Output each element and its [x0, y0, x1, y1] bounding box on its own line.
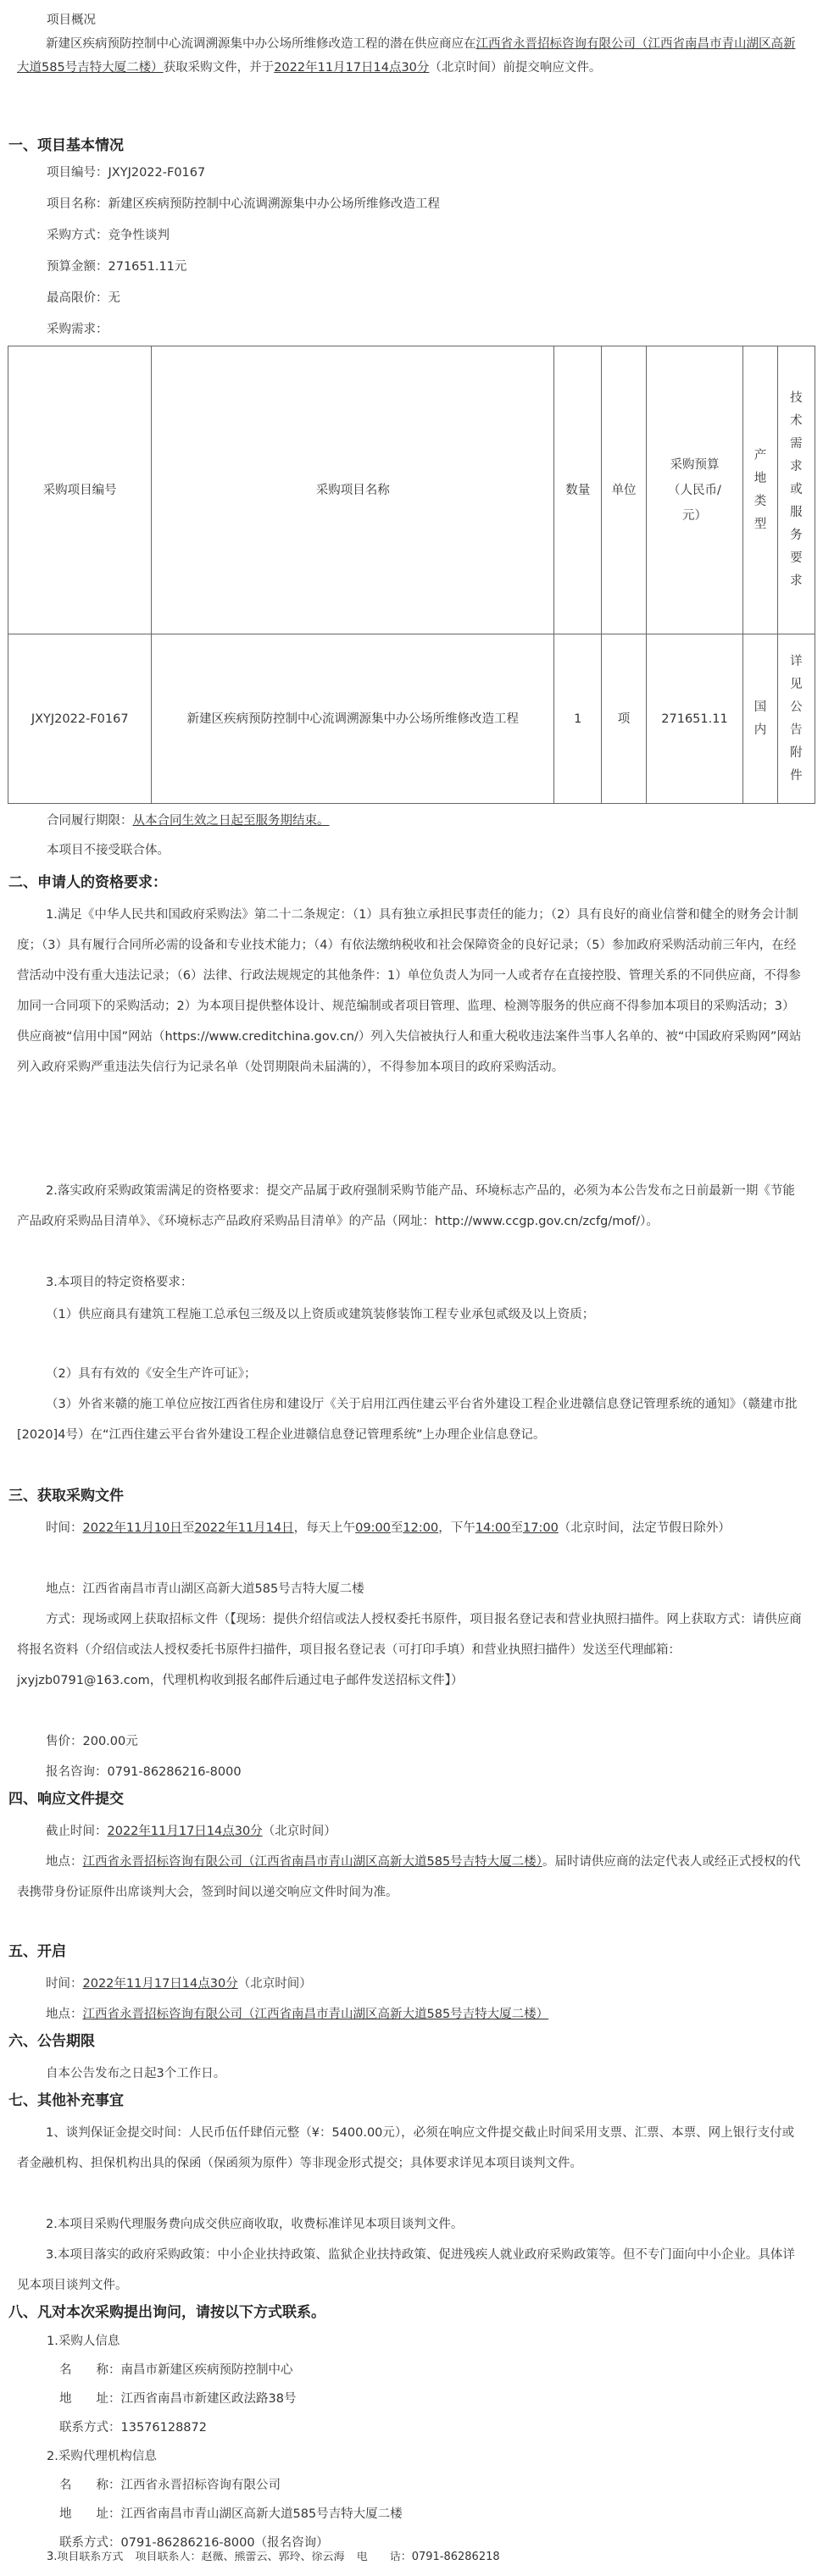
acquire-method: 方式：现场或网上获取招标文件（【现场：提供介绍信或法人授权委托书原件，项目报名登记表和营业执照扫描件。网上获取方式：请供应商将报名资料（介绍信或法人授权委托书原件扫描件，项目报名登记表（可打印手填）和营业执照扫描件）发送至代理邮箱：jxyjzb0791@163.com，代理机构收到报名邮件后通过电子邮件发送招标文件】）: [17, 1613, 802, 1687]
intro-supplier-location: 江西省永晋招标咨询有限公司（江西省南昌市青山湖区高新大道585号吉特大厦二楼）: [17, 37, 796, 75]
opening-place: 地点：江西省永晋招标咨询有限公司（江西省南昌市青山湖区高新大道585号吉特大厦二楼）: [46, 2008, 549, 2021]
table-header-row: [8, 346, 815, 634]
procurement-method: 采购方式：竞争性谈判: [47, 229, 170, 242]
registration-consult: 报名咨询：0791-86286216-8000: [46, 1765, 242, 1779]
agency-info-title: 2.采购代理机构信息: [47, 2450, 157, 2463]
table-row: [8, 634, 815, 804]
cell-project-number: JXYJ2022-F0167: [8, 634, 152, 804]
policy-info: 3.本项目落实的政府采购政策：中小企业扶持政策、监狱企业扶持政策、促进残疾人就业政府采购政策等。但不专门面向中小企业。具体详见本项目谈判文件。: [17, 2248, 795, 2292]
cell-origin-type: 国内: [743, 634, 778, 804]
qualification-general: 1.满足《中华人民共和国政府采购法》第二十二条规定：（1）具有独立承担民事责任的能力；（2）具有良好的商业信誉和健全的财务会计制度；（3）具有履行合同所必需的设备和专业技术能力；（4）有依法缴纳税收和社会保障资金的良好记录；（5）参加政府采购活动前三年内，在经营活动中没有重大违法记录；（6）法律、行政法规规定的其他条件：1）单位负责人为同一人或者存在直接控股、管理关系的不同供应商，不得参加同一合同项下的采购活动；2）为本项目提供整体设计、规范编制或者项目管理、监理、检测等服务的供应商不得参加本项目的采购活动；3）供应商被“信用中国”网站（https://www.creditchina.gov.cn/）列入失信被执行人和重大税收违法案件当事人名单的、被“中国政府采购网”网站列入政府采购严重违法失信行为记录名单（处罚期限尚未届满的），不得参加本项目的政府采购活动。: [17, 908, 802, 1074]
agency-address: 地 址：江西省南昌市青山湖区高新大道585号吉特大厦二楼: [59, 2507, 403, 2521]
qualification-specific-3: （3）外省来赣的施工单位应按江西省住房和建设厅《关于启用江西住建云平台省外建设工程企业进赣信息登记管理系统的通知》（赣建市批[2020]4号）在“江西住建云平台省外建设工程企业进赣信息登记管理系统”上办理企业信息登记。: [17, 1398, 798, 1442]
purchaser-name: 名 称：南昌市新建区疾病预防控制中心: [59, 2363, 293, 2377]
contract-period: 合同履行期限：从本合同生效之日起至服务期结束。: [47, 814, 330, 828]
requirements-table: [8, 346, 815, 804]
purchaser-info-title: 1.采购人信息: [47, 2335, 120, 2348]
opening-time: 时间：2022年11月17日14点30分（北京时间）: [46, 1977, 312, 1991]
agency-name: 名 称：江西省永晋招标咨询有限公司: [59, 2479, 281, 2492]
header-technical-requirements: 技术需求或服务要求: [777, 346, 815, 634]
deposit-info: 1、谈判保证金提交时间：人民币伍仟肆佰元整（¥：5400.00元），必须在响应文件提交截止时间采用支票、汇票、本票、网上银行支付或者金融机构、担保机构出具的保函（保函须为原件）等非现金形式提交；具体要求详见本项目谈判文件。: [17, 2126, 795, 2170]
header-project-name: 采购项目名称: [152, 346, 554, 634]
intro-deadline: 2022年11月17日14点30分: [274, 61, 430, 75]
header-quantity: 数量: [554, 346, 602, 634]
procurement-demand-label: 采购需求：: [47, 323, 108, 336]
document-price: 售价：200.00元: [46, 1735, 138, 1748]
announcement-period: 自本公告发布之日起3个工作日。: [46, 2067, 226, 2080]
header-origin-type: 产地类型: [743, 346, 778, 634]
section-1-title: 一、项目基本情况: [8, 137, 124, 154]
agency-fee-info: 2.本项目采购代理服务费向成交供应商收取，收费标准详见本项目谈判文件。: [46, 2218, 464, 2231]
intro-heading: 项目概况: [47, 14, 96, 27]
section-8-title: 八、凡对本次采购提出询问，请按以下方式联系。: [8, 2304, 325, 2321]
purchaser-address: 地 址：江西省南昌市新建区政法路38号: [59, 2392, 297, 2406]
section-5-title: 五、开启: [8, 1943, 66, 1960]
section-4-title: 四、响应文件提交: [8, 1791, 124, 1808]
acquire-place: 地点：江西省南昌市青山湖区高新大道585号吉特大厦二楼: [46, 1582, 364, 1596]
section-6-title: 六、公告期限: [8, 2033, 95, 2050]
cell-project-name: 新建区疾病预防控制中心流调溯源集中办公场所维修改造工程: [152, 634, 554, 804]
qualification-policy: 2.落实政府采购政策需满足的资格要求：提交产品属于政府强制采购节能产品、环境标志产品的，必须为本公告发布之日前最新一期《节能产品政府采购品目清单》、《环境标志产品政府采购品目清单》的产品（网址：http://www.ccgp.gov.cn/zcfg/mof/）。: [17, 1184, 795, 1228]
qualification-specific-1: （1）供应商具有建筑工程施工总承包三级及以上资质或建筑装修装饰工程专业承包贰级及以上资质；: [46, 1308, 595, 1321]
no-consortium: 本项目不接受联合体。: [47, 844, 170, 857]
cell-budget: 271651.11: [646, 634, 743, 804]
budget-amount: 预算金额：271651.11元: [47, 260, 187, 274]
cell-unit: 项: [602, 634, 646, 804]
project-contact-people: 项目联系人：赵薇、熊蕾云、郭玲、徐云海: [135, 2551, 345, 2563]
section-3-title: 三、获取采购文件: [8, 1487, 124, 1504]
project-number: 项目编号：JXYJ2022-F0167: [47, 166, 206, 180]
acquire-time: 时间：2022年11月10日至2022年11月14日，每天上午09:00至12:00，下午14:00至17:00（北京时间，法定节假日除外）: [46, 1521, 731, 1535]
cell-quantity: 1: [554, 634, 602, 804]
purchaser-contact: 联系方式：13576128872: [59, 2421, 207, 2435]
header-budget: 采购预算（人民币/元）: [646, 346, 743, 634]
header-project-number: 采购项目编号: [8, 346, 152, 634]
project-contact-block: [47, 2551, 809, 2576]
agency-contact: 联系方式：0791-86286216-8000（报名咨询）: [59, 2536, 329, 2550]
header-unit: 单位: [602, 346, 646, 634]
section-2-title: 二、申请人的资格要求：: [8, 874, 167, 891]
qualification-specific-title: 3.本项目的特定资格要求：: [46, 1276, 193, 1289]
project-contact-heading: 3.项目联系方式: [47, 2551, 124, 2563]
project-name: 项目名称：新建区疾病预防控制中心流调溯源集中办公场所维修改造工程: [47, 197, 440, 211]
qualification-specific-2: （2）具有有效的《安全生产许可证》；: [46, 1367, 257, 1381]
cell-technical-requirements: 详见公告附件: [777, 634, 815, 804]
project-contact-phone: 电 话：0791-86286218: [356, 2551, 500, 2563]
intro-paragraph: 新建区疾病预防控制中心流调溯源集中办公场所维修改造工程的潜在供应商应在江西省永晋招标咨询有限公司（江西省南昌市青山湖区高新大道585号吉特大厦二楼）获取采购文件，并于2022年11月17日14点30分（北京时间）前提交响应文件。: [17, 37, 796, 75]
submission-deadline: 截止时间：2022年11月17日14点30分（北京时间）: [46, 1825, 336, 1838]
section-7-title: 七、其他补充事宜: [8, 2092, 124, 2109]
max-price: 最高限价：无: [47, 291, 120, 305]
submission-place: 地点：江西省永晋招标咨询有限公司（江西省南昌市青山湖区高新大道585号吉特大厦二楼）。届时请供应商的法定代表人或经正式授权的代表携带身份证原件出席谈判大会，签到时间以递交响应文件时间为准。: [17, 1855, 801, 1899]
